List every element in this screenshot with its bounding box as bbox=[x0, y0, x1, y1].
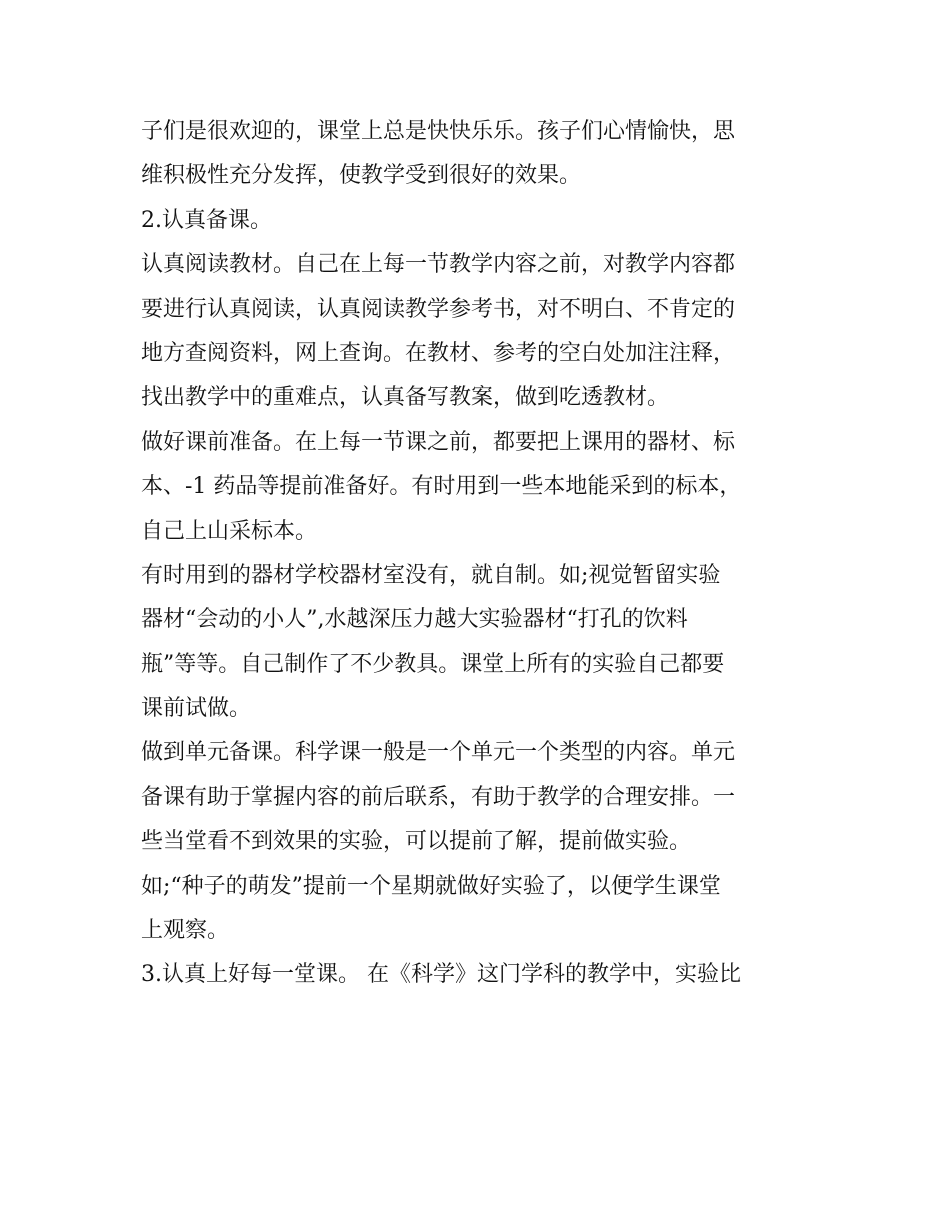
text-line: 本、-1 药品等提前准备好。有时用到一些本地能采到的标本， bbox=[141, 474, 742, 500]
text-line: 备课有助于掌握内容的前后联系，有助于教学的合理安排。一 bbox=[141, 784, 736, 810]
text-line: 做到单元备课。科学课一般是一个单元一个类型的内容。单元 bbox=[141, 740, 736, 766]
text-line: 课前试做。 bbox=[141, 696, 252, 722]
text-line: 如;“种子的萌发”提前一个星期就做好实验了，以便学生课堂 bbox=[141, 873, 721, 899]
text-line: 认真阅读教材。自己在上每一节教学内容之前，对教学内容都 bbox=[141, 252, 736, 278]
text-line: 要进行认真阅读，认真阅读教学参考书，对不明白、不肯定的 bbox=[141, 296, 736, 322]
text-line: 些当堂看不到效果的实验，可以提前了解，提前做实验。 bbox=[141, 829, 692, 855]
text-line: 维积极性充分发挥，使教学受到很好的效果。 bbox=[141, 163, 582, 189]
section-heading: 2.认真备课。 bbox=[141, 207, 272, 233]
text-line: 瓶”等等。自己制作了不少教具。课堂上所有的实验自己都要 bbox=[141, 651, 725, 677]
text-line: 地方查阅资料，网上查询。在教材、参考的空白处加注注释， bbox=[141, 340, 736, 366]
text-line: 做好课前准备。在上每一节课之前，都要把上课用的器材、标 bbox=[141, 429, 736, 455]
text-line: 自己上山采标本。 bbox=[141, 518, 318, 544]
section-heading: 3.认真上好每一堂课。 在《科学》这门学科的教学中，实验比 bbox=[141, 962, 741, 988]
document-body bbox=[141, 110, 821, 998]
text-line: 器材“会动的小人”,水越深压力越大实验器材“打孔的饮料 bbox=[141, 607, 688, 633]
text-line: 找出教学中的重难点，认真备写教案，做到吃透教材。 bbox=[141, 385, 670, 411]
text-line: 子们是很欢迎的，课堂上总是快快乐乐。孩子们心情愉快，思 bbox=[141, 119, 736, 144]
text-line: 上观察。 bbox=[141, 918, 230, 944]
text-line: 有时用到的器材学校器材室没有，就自制。如;视觉暂留实验 bbox=[141, 562, 721, 588]
